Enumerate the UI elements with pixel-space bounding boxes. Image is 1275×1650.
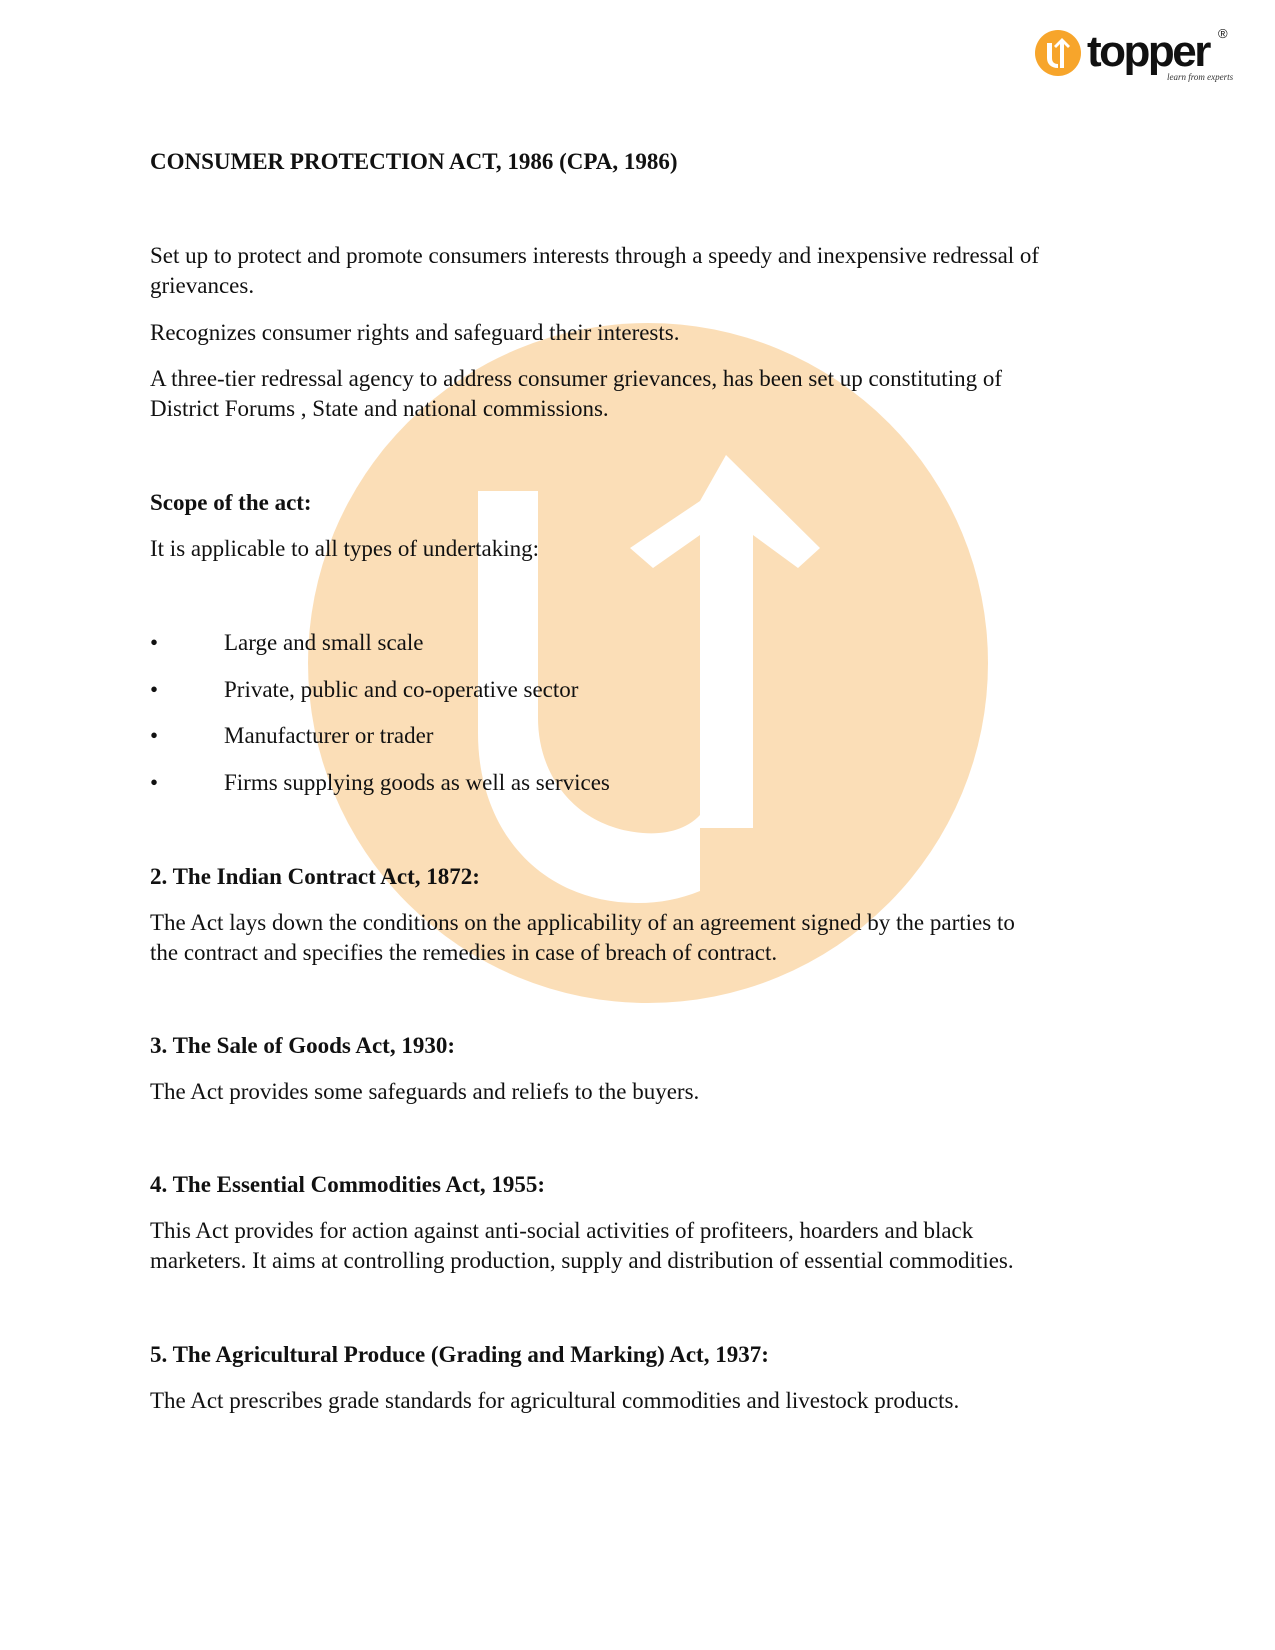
section-2-heading: 2. The Indian Contract Act, 1872: (150, 864, 480, 889)
document-title: CONSUMER PROTECTION ACT, 1986 (CPA, 1986) (150, 149, 678, 174)
section-4-line-1: This Act provides for action against anti-social activities of profiteers, hoarders and black (150, 1218, 974, 1243)
intro-paragraph-3-line-2: District Forums , State and national commissions. (150, 396, 609, 421)
section-4-heading: 4. The Essential Commodities Act, 1955: (150, 1172, 546, 1197)
intro-paragraph-1-line-2: grievances. (150, 273, 255, 298)
section-5-heading: 5. The Agricultural Produce (Grading and Marking) Act, 1937: (150, 1342, 769, 1367)
section-2-line-2: the contract and specifies the remedies in case of breach of contract. (150, 940, 778, 965)
intro-paragraph-2: Recognizes consumer rights and safeguard their interests. (150, 320, 680, 345)
list-item-text: Private, public and co-operative sector (224, 677, 579, 702)
section-3-heading: 3. The Sale of Goods Act, 1930: (150, 1033, 455, 1058)
logo-wordmark: topper (1087, 27, 1209, 76)
intro-paragraph-1-line-1: Set up to protect and promote consumers interests through a speedy and inexpensive redressal of (150, 243, 1040, 268)
intro-paragraph-3-line-1: A three-tier redressal agency to address consumer grievances, has been set up constituting of (150, 366, 1002, 391)
scope-text: It is applicable to all types of undertaking: (150, 536, 539, 561)
scope-heading: Scope of the act: (150, 490, 312, 515)
bullet-icon: • (150, 630, 159, 655)
bullet-icon: • (150, 770, 159, 795)
watermark-logo-icon (308, 323, 988, 1003)
bullet-icon: • (150, 723, 159, 748)
topper-logo (1035, 26, 1234, 88)
section-2-line-1: The Act lays down the conditions on the applicability of an agreement signed by the parties to (150, 910, 1015, 935)
topper-u-icon (1035, 30, 1081, 76)
section-4-line-2: marketers. It aims at controlling production, supply and distribution of essential commodities. (150, 1248, 1014, 1273)
logo-tagline: learn from experts (1167, 72, 1234, 82)
section-5-text: The Act prescribes grade standards for agricultural commodities and livestock products. (150, 1388, 960, 1413)
list-item-text: Firms supplying goods as well as services (224, 770, 610, 795)
list-item-text: Large and small scale (224, 630, 424, 655)
bullet-icon: • (150, 677, 159, 702)
list-item-text: Manufacturer or trader (224, 723, 434, 748)
registered-mark: ® (1218, 26, 1228, 41)
section-3-text: The Act provides some safeguards and reliefs to the buyers. (150, 1079, 700, 1104)
